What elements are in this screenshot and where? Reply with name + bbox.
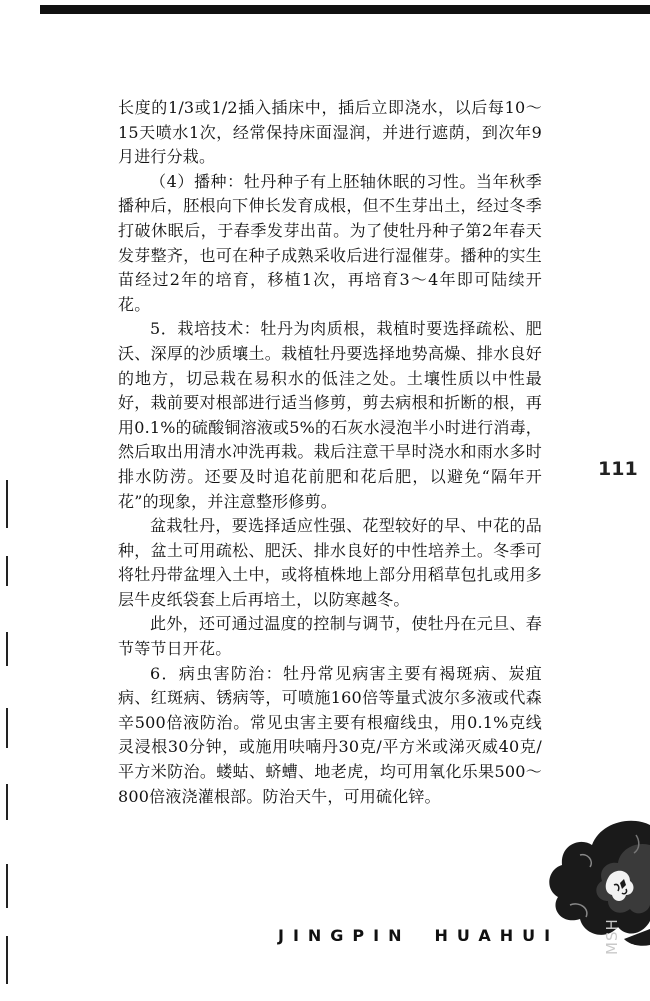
binding-mark (6, 864, 8, 908)
paragraph-sowing: （4）播种：牡丹种子有上胚轴休眠的习性。当年秋季播种后，胚根向下伸长发育成根，但不生芽出土，经过冬季打破休眠后，于春季发芽出苗。为了使牡丹种子第2年春天发芽整齐，也可在种子成熟采收后进行湿催芽。播种的实生苗经过2年的培育，移植1次，再培育3～4年即可陆续开花。 (118, 171, 542, 314)
binding-mark (6, 708, 8, 748)
paragraph-pest-control: 6．病虫害防治：牡丹常见病害主要有褐斑病、炭疽病、红斑病、锈病等，可喷施160倍等量式波尔多液或代森辛500倍液防治。常见虫害主要有根瘤线虫，用0.1%克线灵浸根30分钟，或施用呋喃丹30克/平方米或涕灭威40克/平方米防治。蝼蛄、蛴螬、地老虎，均可用氧化乐果500～800倍液浇灌根部。防治天牛，可用硫化锌。 (118, 663, 542, 806)
binding-mark (6, 936, 8, 984)
paragraph-cultivation: 5．栽培技术：牡丹为肉质根，栽植时要选择疏松、肥沃、深厚的沙质壤土。栽植牡丹要选择地势高燥、排水良好的地方，切忌栽在易积水的低洼之处。土壤性质以中性最好，栽前要对根部进行适当修剪，剪去病根和折断的根，再用0.1%的硫酸铜溶液或5%的石灰水浸泡半小时进行消毒，然后取出用清水冲洗再栽。栽后注意干旱时浇水和雨水多时排水防涝。还要及时追花前肥和花后肥，以避免“隔年开花”的现象，并注意整形修剪。 (118, 319, 542, 511)
binding-mark (6, 556, 8, 586)
footer-word-huahui: HUAHUI (434, 926, 560, 945)
watermark-text: MSH (603, 918, 621, 955)
binding-mark (6, 784, 8, 820)
paragraph-potted-peony: 盆栽牡丹，要选择适应性强、花型较好的早、中花的品种，盆土可用疏松、肥沃、排水良好的中性培养土。冬季可将牡丹带盆埋入土中，或将植株地上部分用稻草包扎或用多层牛皮纸袋套上后再培土，以防寒越冬。 (118, 516, 542, 609)
running-footer-title (278, 926, 559, 945)
paragraph-cuttings-continued: 长度的1/3或1/2插入插床中，插后立即浇水，以后每10～15天喷水1次，经常保持床面湿润，并进行遮荫，到次年9月进行分栽。 (118, 98, 542, 167)
binding-mark (6, 480, 8, 528)
paragraph-forcing-bloom: 此外，还可通过温度的控制与调节，使牡丹在元旦、春节等节日开花。 (118, 614, 542, 659)
page-number: 111 (598, 458, 638, 480)
footer-word-jingpin: JINGPIN (278, 926, 411, 945)
top-rule (40, 5, 650, 14)
binding-mark (6, 632, 8, 666)
page-body (118, 96, 542, 809)
